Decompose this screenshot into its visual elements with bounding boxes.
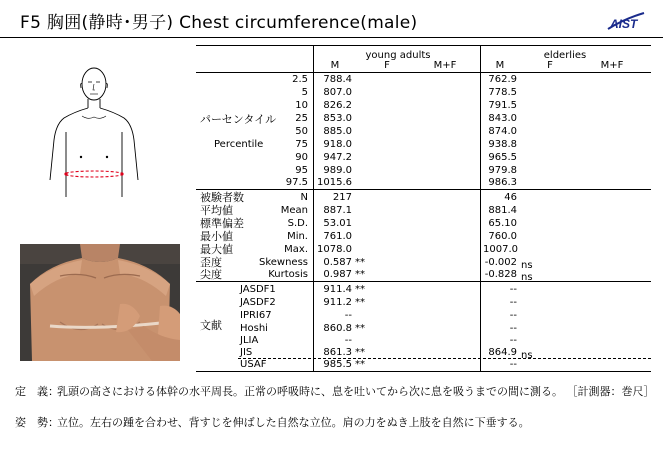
elder-m-value: 874.0 (488, 126, 517, 137)
stat-label-en: Min. (287, 231, 308, 242)
young-m-value: 0.987 (323, 269, 352, 280)
young-m-value: 887.1 (323, 205, 352, 216)
elder-m-value: -- (509, 297, 517, 308)
stat-label-en: Skewness (258, 257, 308, 268)
young-m-value: 885.0 (323, 126, 352, 137)
elder-m-value: 881.4 (488, 205, 517, 216)
young-m-value: 1015.6 (317, 177, 352, 188)
young-m-value: 761.0 (323, 231, 352, 242)
stat-label-jp: 被験者数 (200, 191, 244, 204)
stat-label-jp: 尖度 (200, 268, 222, 281)
literature-name: USAF (240, 359, 267, 370)
elder-m-value: -0.002 (484, 257, 517, 268)
significance-mark: ** (355, 284, 365, 295)
label-column-divider (313, 45, 314, 371)
percentile-p: 5 (301, 87, 308, 98)
young-m-value: 788.4 (323, 74, 352, 85)
elder-m-value: 1007.0 (483, 244, 518, 255)
elder-m-value: 762.9 (488, 74, 517, 85)
young-m-value: -- (344, 310, 352, 321)
percentile-p: 10 (295, 100, 308, 111)
young-m-value: 989.0 (323, 165, 352, 176)
literature-name: JLIA (240, 335, 259, 346)
group-divider (480, 45, 481, 371)
percentile-p: 50 (295, 126, 308, 137)
elder-m-value: 979.8 (488, 165, 517, 176)
significance-mark: ** (355, 269, 365, 280)
percentile-label-jp: パーセンタイル (200, 113, 277, 126)
elder-m-value: 843.0 (488, 113, 517, 124)
young-m-value: 861.3 (323, 347, 352, 358)
elder-m-value: 965.5 (488, 152, 517, 163)
sub-header: F (547, 60, 553, 71)
sub-header: M (495, 60, 505, 71)
young-m-value: 1078.0 (317, 244, 352, 255)
stat-label-en: N (300, 192, 308, 203)
stat-label-jp: 標準偏差 (200, 217, 244, 230)
literature-name: JASDF1 (240, 284, 276, 295)
literature-name: JASDF2 (240, 297, 276, 308)
table-bottom-line (196, 371, 651, 372)
young-m-value: 911.4 (323, 284, 352, 295)
elder-m-value: -- (509, 310, 517, 321)
young-m-value: 947.2 (323, 152, 352, 163)
significance-mark: ** (355, 297, 365, 308)
stat-label-jp: 最小値 (200, 230, 233, 243)
significance-mark: ** (355, 323, 365, 334)
sub-header: M+F (600, 60, 624, 71)
percentile-p: 25 (295, 113, 308, 124)
elder-m-value: -0.828 (484, 269, 517, 280)
elder-m-value: 864.9 (488, 347, 517, 358)
percentile-p: 95 (295, 165, 308, 176)
significance-mark: ns (521, 260, 533, 271)
posture-label: 姿 勢： (15, 416, 59, 429)
sub-header: M (330, 60, 340, 71)
elder-m-value: -- (509, 323, 517, 334)
young-m-value: 807.0 (323, 87, 352, 98)
elder-m-value: 791.5 (488, 100, 517, 111)
elder-m-value: 986.3 (488, 177, 517, 188)
posture-text: 立位。左右の踵を合わせ、背すじを伸ばした自然な立位。肩の力をぬき上肢を自然に下垂する。 (57, 416, 530, 429)
percentile-p: 2.5 (292, 74, 308, 85)
elder-m-value: -- (509, 284, 517, 295)
young-m-value: 53.01 (323, 218, 352, 229)
significance-mark: ns (521, 272, 533, 283)
percentile-p: 75 (295, 139, 308, 150)
significance-mark: ** (355, 257, 365, 268)
stat-label-jp: 平均値 (200, 204, 233, 217)
sub-header: F (384, 60, 390, 71)
significance-mark: ** (355, 347, 365, 358)
table-header-line (196, 72, 651, 73)
literature-name: IPRI67 (240, 310, 272, 321)
young-m-value: 826.2 (323, 100, 352, 111)
page-title: F5 胸囲(静時･男子) Chest circumference(male) (20, 13, 418, 33)
table-top-line (196, 45, 651, 46)
significance-mark: ** (355, 359, 365, 370)
literature-name: JIS (240, 347, 253, 358)
young-m-value: 853.0 (323, 113, 352, 124)
percentile-bottom-line (196, 189, 651, 190)
stat-label-en: Mean (280, 205, 308, 216)
elder-m-value: 938.8 (488, 139, 517, 150)
sub-header: M+F (433, 60, 457, 71)
young-m-value: 217 (332, 192, 352, 203)
young-m-value: 860.8 (323, 323, 352, 334)
percentile-p: 97.5 (285, 177, 308, 188)
elder-m-value: 46 (504, 192, 517, 203)
literature-name: Hoshi (240, 323, 268, 334)
elder-m-value: 65.10 (488, 218, 517, 229)
stat-label-en: Kurtosis (268, 269, 308, 280)
young-m-value: 985.5 (323, 359, 352, 370)
literature-label: 文献 (200, 319, 222, 332)
percentile-label-en: Percentile (214, 139, 264, 150)
stat-label-jp: 歪度 (200, 256, 222, 269)
stat-label-en: Max. (284, 244, 308, 255)
young-m-value: 911.2 (323, 297, 352, 308)
definition-label: 定 義： (15, 385, 59, 398)
stat-label-jp: 最大値 (200, 243, 233, 256)
jis-underline (238, 358, 651, 359)
young-m-value: -- (344, 335, 352, 346)
group-header-elder: elderlies (543, 50, 587, 61)
elder-m-value: 760.0 (488, 231, 517, 242)
young-m-value: 0.587 (323, 257, 352, 268)
definition-text: 乳頭の高さにおける体幹の水平周長。正常の呼吸時に、息を吐いてから次に息を吸うまでの間に測る。 ［計測器：巻尺］ (57, 385, 655, 398)
significance-mark: ns (521, 350, 533, 361)
percentile-p: 90 (295, 152, 308, 163)
young-m-value: 918.0 (323, 139, 352, 150)
stats-bottom-line (196, 281, 651, 282)
stat-label-en: S.D. (287, 218, 308, 229)
group-header-young: young adults (365, 50, 431, 61)
logo-text: AIST (610, 17, 638, 31)
elder-m-value: -- (509, 335, 517, 346)
elder-m-value: 778.5 (488, 87, 517, 98)
elder-m-value: -- (509, 359, 517, 370)
